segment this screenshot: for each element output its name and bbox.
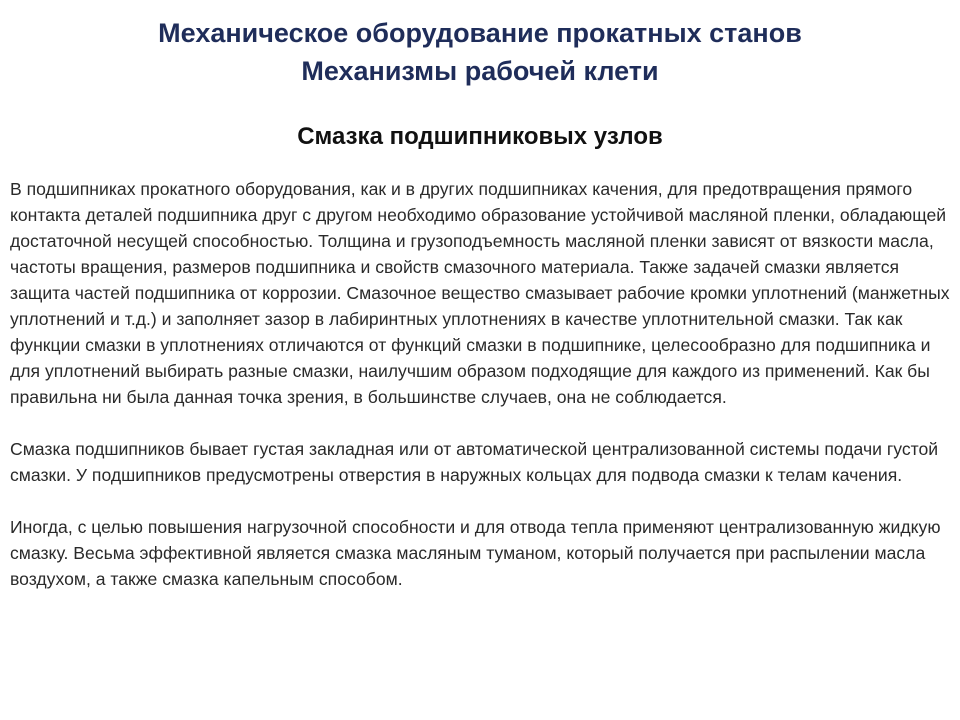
paragraph-3: Иногда, с целью повышения нагрузочной способности и для отвода тепла применяют централизованную жидкую смазку. Весьма эффективной является смазка масляным туманом, который получается при распылении масла воздухом, а также смазка капельным способом. [10, 517, 941, 589]
paragraph-1: В подшипниках прокатного оборудования, как и в других подшипниках качения, для предотвращения прямого контакта деталей подшипника друг с другом необходимо образование устойчивой масляной пленки, обладающей достаточной несущей способностью. Толщина и грузоподъемность масляной пленки зависят от вязкости масла, частоты вращения, размеров подшипника и свойств смазочного материала. Также задачей смазки является защита частей подшипника от коррозии. Смазочное вещество смазывает рабочие кромки уплотнений (манжетных уплотнений и т.д.) и заполняет зазор в лабиринтных уплотнениях в качестве уплотнительной смазки. Так как функции смазки в уплотнениях отличаются от функций смазки в подшипнике, целесообразно для подшипника и для уплотнений выбирать разные смазки, наилучшим образом подходящие для каждого из применений. Как бы правильна ни была данная точка зрения, в большинстве случаев, она не соблюдается. [10, 179, 950, 407]
page-title [0, 14, 960, 90]
paragraph-2: Смазка подшипников бывает густая закладная или от автоматической централизованной системы подачи густой смазки. У подшипников предусмотрены отверстия в наружных кольцах для подвода смазки к телам качения. [10, 439, 939, 485]
body-text [10, 176, 956, 618]
title-line-1: Механическое оборудование прокатных станов [158, 18, 802, 48]
section-heading: Смазка подшипниковых узлов [297, 123, 663, 150]
title-line-2: Механизмы рабочей клети [301, 56, 659, 86]
